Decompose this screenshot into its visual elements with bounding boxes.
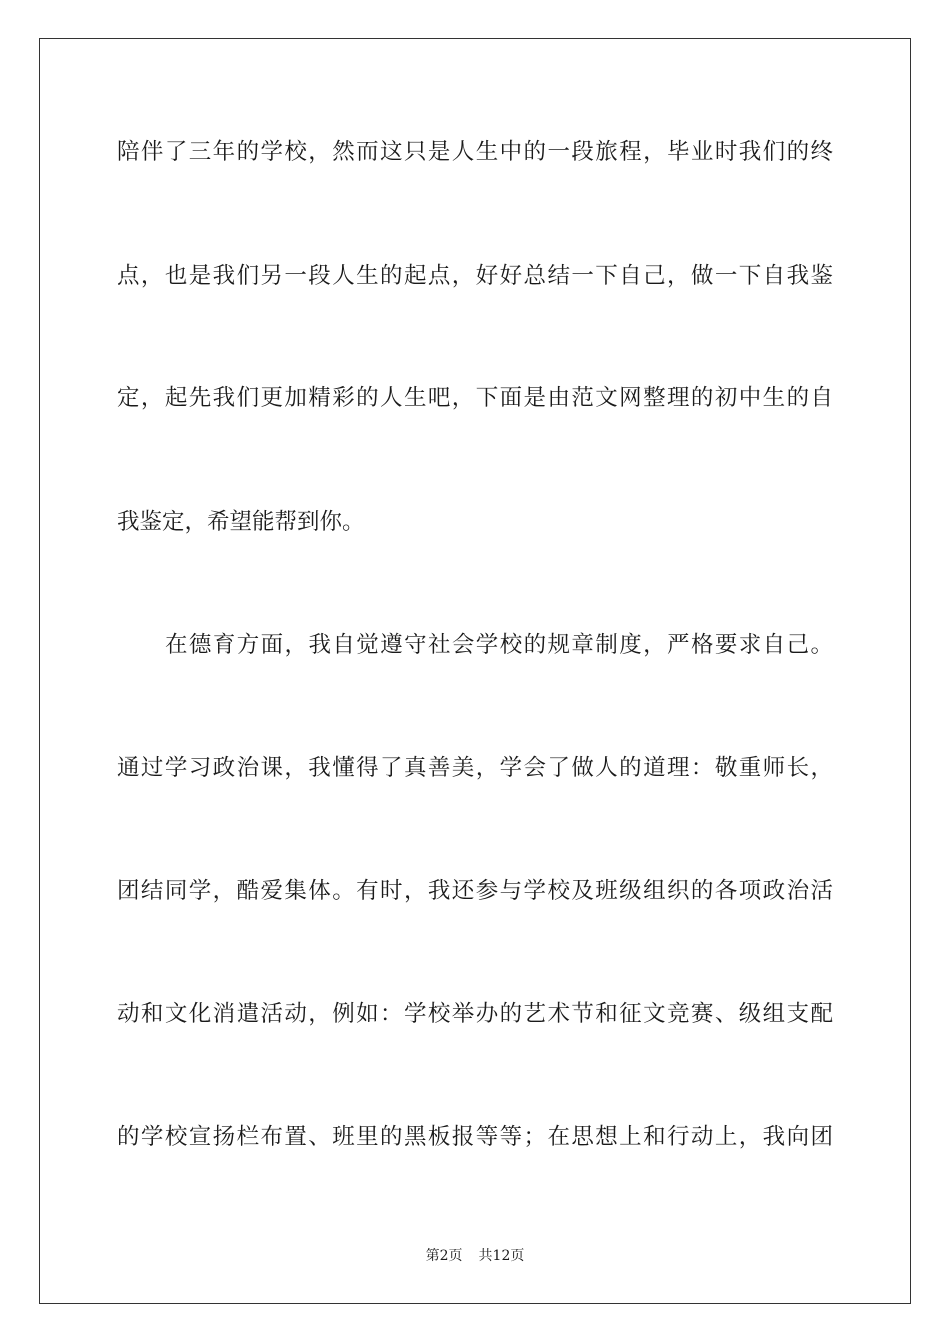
text-line: 陪伴了三年的学校，然而这只是人生中的一段旅程，毕业时我们的终	[117, 139, 833, 165]
page-number: 第2页	[425, 1248, 463, 1264]
page-footer	[0, 1246, 950, 1266]
text-line: 我鉴定，希望能帮到你。	[117, 509, 365, 535]
page-border	[39, 38, 911, 1304]
paragraph-first-line: 在德育方面，我自觉遵守社会学校的规章制度，严格要求自己。	[165, 632, 833, 658]
text-line: 通过学习政治课，我懂得了真善美，学会了做人的道理：敬重师长，	[117, 755, 833, 781]
text-line: 团结同学，酷爱集体。有时，我还参与学校及班级组织的各项政治活	[117, 878, 833, 904]
page-total: 共12页	[478, 1248, 525, 1264]
text-line: 动和文化消遣活动，例如：学校举办的艺术节和征文竞赛、级组支配	[117, 1001, 833, 1027]
text-line: 的学校宣扬栏布置、班里的黑板报等等；在思想上和行动上，我向团	[117, 1124, 833, 1150]
text-line: 定，起先我们更加精彩的人生吧，下面是由范文网整理的初中生的自	[117, 385, 833, 411]
text-line: 点，也是我们另一段人生的起点，好好总结一下自己，做一下自我鉴	[117, 263, 833, 289]
